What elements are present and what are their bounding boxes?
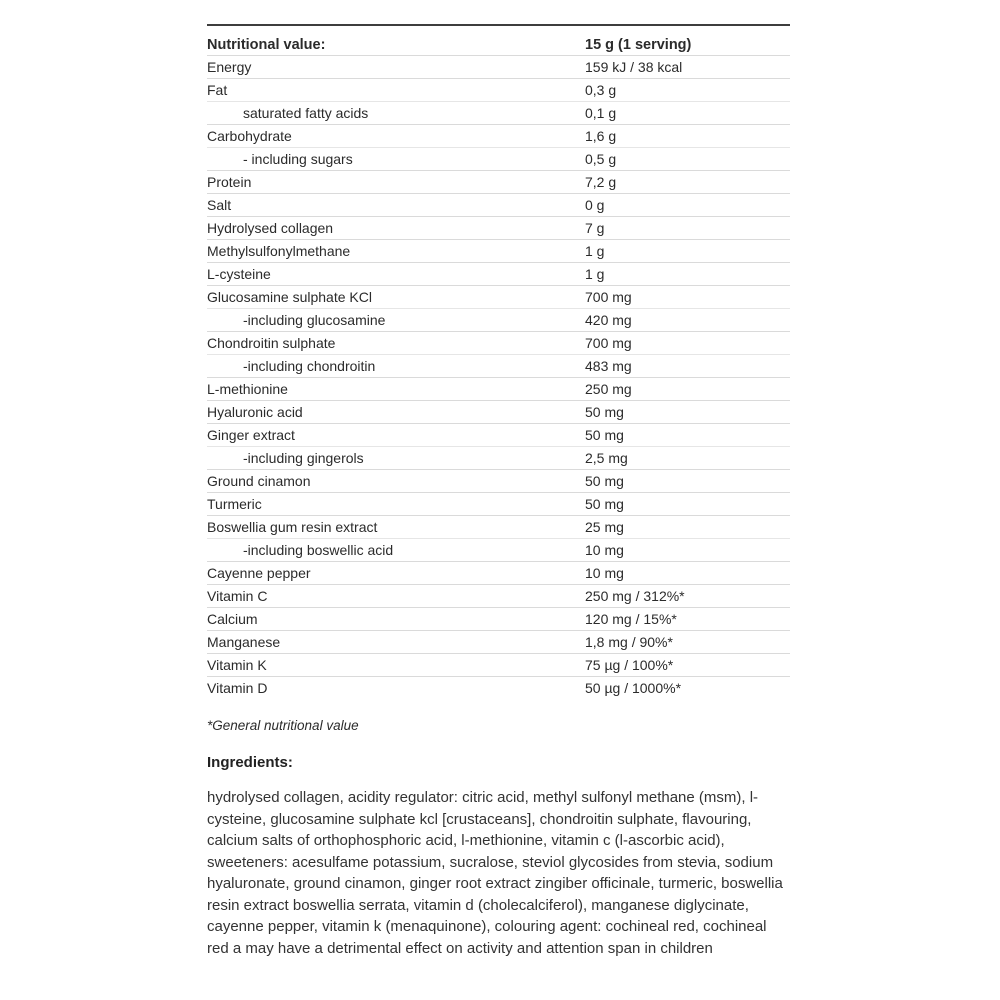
row-value: 420 mg — [585, 312, 632, 328]
row-label: Boswellia gum resin extract — [207, 519, 378, 535]
table-row — [207, 423, 790, 446]
table-row — [207, 354, 790, 377]
row-value: 1,8 mg / 90%* — [585, 634, 673, 650]
table-row — [207, 561, 790, 584]
row-label: Hyaluronic acid — [207, 404, 303, 420]
row-label: Manganese — [207, 634, 281, 650]
row-label: L-cysteine — [207, 266, 271, 282]
row-value: 50 mg — [585, 473, 624, 489]
row-label: - including sugars — [243, 151, 353, 167]
table-row — [207, 584, 790, 607]
row-value: 0,1 g — [585, 105, 617, 121]
row-label: Ground cinamon — [207, 473, 311, 489]
row-label: Fat — [207, 82, 228, 98]
table-row — [207, 331, 790, 354]
row-value: 50 µg / 1000%* — [585, 680, 682, 696]
row-label: Turmeric — [207, 496, 262, 512]
table-row — [207, 101, 790, 124]
table-row — [207, 377, 790, 400]
table-row — [207, 193, 790, 216]
table-row — [207, 308, 790, 331]
row-value: 50 mg — [585, 496, 624, 512]
table-row — [207, 262, 790, 285]
table-row — [207, 676, 790, 699]
table-row — [207, 147, 790, 170]
row-value: 7 g — [585, 220, 605, 236]
row-value: 7,2 g — [585, 174, 617, 190]
row-label: Calcium — [207, 611, 258, 627]
table-row — [207, 515, 790, 538]
general-nutritional-value-note: *General nutritional value — [207, 718, 359, 733]
row-label: Vitamin D — [207, 680, 268, 696]
table-row — [207, 216, 790, 239]
row-value: 25 mg — [585, 519, 624, 535]
row-label: Hydrolysed collagen — [207, 220, 334, 236]
ingredients-heading: Ingredients: — [207, 754, 293, 771]
table-row — [207, 285, 790, 308]
table-row — [207, 538, 790, 561]
table-row — [207, 124, 790, 147]
table-row — [207, 170, 790, 193]
row-label: Glucosamine sulphate KCl — [207, 289, 372, 305]
table-row — [207, 239, 790, 262]
row-value: 1 g — [585, 243, 605, 259]
row-value: 250 mg / 312%* — [585, 588, 685, 604]
row-label: Salt — [207, 197, 232, 213]
row-label: Chondroitin sulphate — [207, 335, 336, 351]
row-value: 50 mg — [585, 427, 624, 443]
table-row — [207, 400, 790, 423]
table-body — [207, 55, 790, 699]
ingredients-text: hydrolysed collagen, acidity regulator: citric acid, methyl sulfonyl methane (msm), l-cysteine, glucosamine sulphate kcl [crustaceans], chondroitin sulphate, flavouring, calcium salts of orthophosphoric acid, l-methionine, vitamin c (l-ascorbic acid), sweeteners: acesulfame potassium, sucralose, steviol glycosides from stevia, sodium hyaluronate, ground cinamon, ginger root extract zingiber officinale, turmeric, boswellia resin extract boswellia serrata, vitamin d (cholecalciferol), manganese diglycinate, cayenne pepper, vitamin k (menaquinone), colouring agent: cochineal red, cochineal red a may have a detrimental effect on activity and attention span in children — [207, 789, 783, 957]
table-row — [207, 469, 790, 492]
row-value: 0,3 g — [585, 82, 617, 98]
table-row — [207, 55, 790, 78]
nutrition-table — [207, 24, 790, 699]
row-label: Vitamin K — [207, 657, 267, 673]
row-label: Methylsulfonylmethane — [207, 243, 351, 259]
row-label: Vitamin C — [207, 588, 268, 604]
table-header-row — [207, 26, 790, 55]
table-header-label: Nutritional value: — [207, 36, 326, 53]
row-value: 1,6 g — [585, 128, 617, 144]
nutrition-label-page — [207, 24, 790, 959]
table-row — [207, 78, 790, 101]
row-label: Carbohydrate — [207, 128, 292, 144]
row-value: 0 g — [585, 197, 605, 213]
row-value: 2,5 mg — [585, 450, 628, 466]
row-value: 0,5 g — [585, 151, 617, 167]
row-value: 50 mg — [585, 404, 624, 420]
row-label: -including boswellic acid — [243, 542, 394, 558]
row-label: -including chondroitin — [243, 358, 376, 374]
row-value: 1 g — [585, 266, 605, 282]
row-value: 700 mg — [585, 335, 632, 351]
row-label: -including glucosamine — [243, 312, 386, 328]
row-label: saturated fatty acids — [243, 105, 369, 121]
row-label: Energy — [207, 59, 252, 75]
row-label: L-methionine — [207, 381, 288, 397]
row-value: 10 mg — [585, 542, 624, 558]
row-label: Cayenne pepper — [207, 565, 311, 581]
row-label: Ginger extract — [207, 427, 295, 443]
table-row — [207, 653, 790, 676]
row-value: 700 mg — [585, 289, 632, 305]
row-label: Protein — [207, 174, 252, 190]
row-value: 120 mg / 15%* — [585, 611, 677, 627]
row-label: -including gingerols — [243, 450, 364, 466]
table-row — [207, 607, 790, 630]
table-header-value: 15 g (1 serving) — [585, 36, 692, 53]
table-row — [207, 446, 790, 469]
row-value: 483 mg — [585, 358, 632, 374]
table-row — [207, 492, 790, 515]
table-row — [207, 630, 790, 653]
row-value: 250 mg — [585, 381, 632, 397]
row-value: 159 kJ / 38 kcal — [585, 59, 683, 75]
row-value: 75 µg / 100%* — [585, 657, 674, 673]
row-value: 10 mg — [585, 565, 624, 581]
